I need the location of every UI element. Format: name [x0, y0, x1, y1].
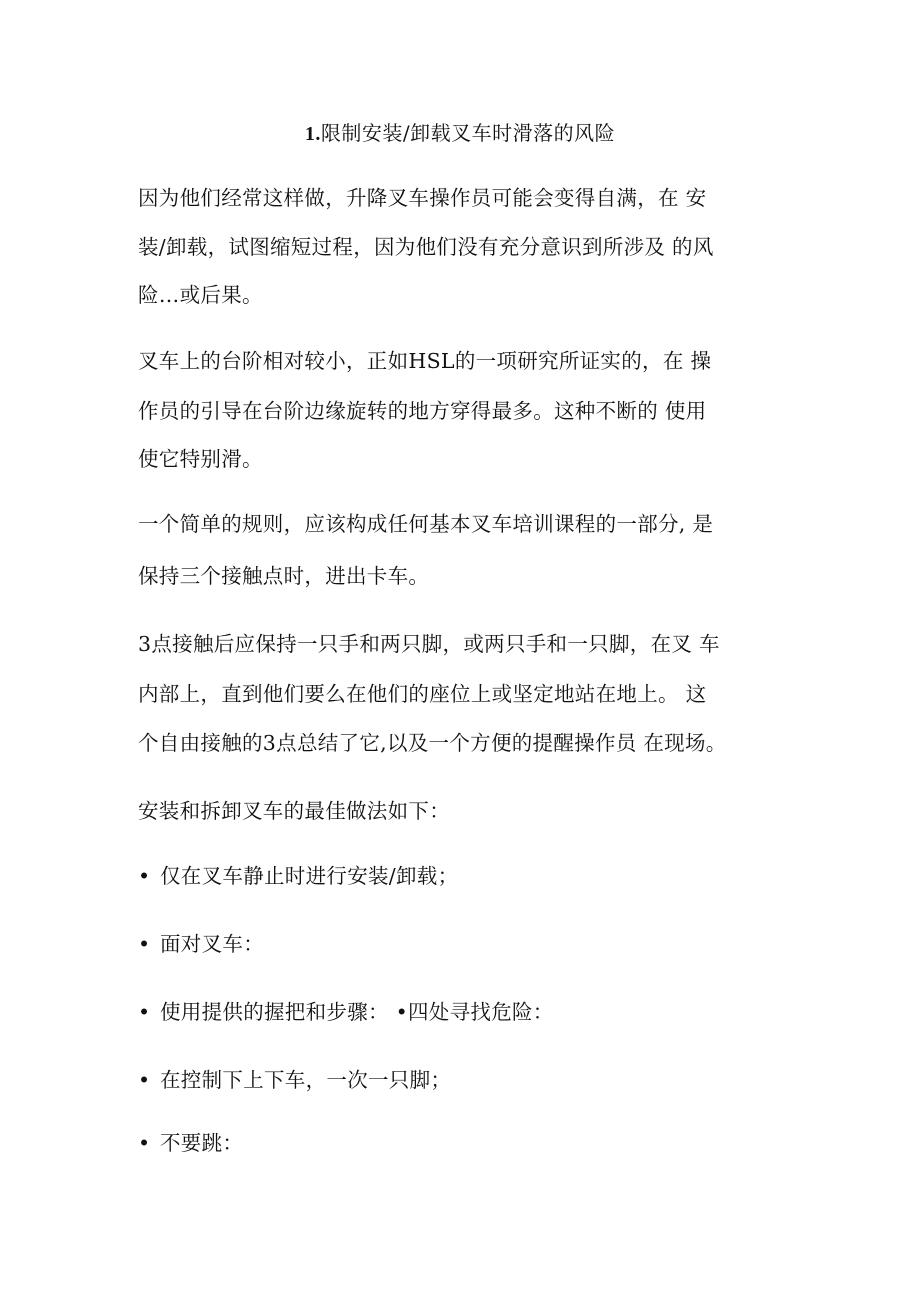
- section-title: [0, 118, 920, 149]
- bullet-symbol: •: [138, 1068, 151, 1092]
- paragraph-1-line-2: 装/卸载，试图缩短过程，因为他们没有充分意识到所涉及 的风: [138, 235, 714, 259]
- bullet-item: [138, 1128, 243, 1158]
- paragraph-3-line-2: 保持三个接触点时，进出卡车。: [138, 564, 430, 588]
- bullet-symbol: •: [138, 932, 151, 956]
- paragraph-2-line-1: 叉车上的台阶相对较小，正如HSL的一项研究所证实的，在 操: [138, 349, 712, 373]
- bullet-text: 仅在叉车静止时进行安装/卸载；: [160, 864, 459, 888]
- best-practice-intro: 安装和拆卸叉车的最佳做法如下：: [138, 799, 450, 823]
- bullet-item: [138, 1065, 451, 1095]
- bullet-symbol: •: [138, 864, 151, 888]
- paragraph-4-line-3: 个自由接触的3点总结了它,以及一个方便的提醒操作员 在现场。: [138, 731, 727, 755]
- bullet-symbol: •: [138, 1131, 151, 1155]
- paragraph-4-line-2: 内部上，直到他们要么在他们的座位上或坚定地站在地上。 这: [138, 682, 707, 706]
- bullet-item: [138, 929, 264, 959]
- bullet-symbol: •: [138, 1000, 151, 1024]
- bullet-text: 面对叉车：: [160, 932, 264, 956]
- paragraph-1-line-1: 因为他们经常这样做，升降叉车操作员可能会变得自满，在 安: [138, 186, 707, 210]
- section-number: 1.: [304, 123, 321, 145]
- section-title-text: 限制安装/卸载叉车时滑落的风险: [320, 121, 616, 145]
- paragraph-2-line-3: 使它特别滑。: [138, 447, 263, 471]
- bullet-text: 在控制下上下车，一次一只脚；: [160, 1068, 452, 1092]
- bullet-item: [138, 861, 458, 891]
- bullet-text: 不要跳：: [160, 1131, 244, 1155]
- paragraph-3-line-1: 一个简单的规则，应该构成任何基本叉车培训课程的一部分, 是: [138, 512, 714, 536]
- bullet-text: 使用提供的握把和步骤： •四处寻找危险：: [160, 1000, 554, 1024]
- paragraph-1-line-3: 险…或后果。: [138, 283, 263, 307]
- paragraph-2-line-2: 作员的引导在台阶边缘旋转的地方穿得最多。这种不断的 使用: [138, 399, 707, 423]
- paragraph-4-line-1: 3点接触后应保持一只手和两只脚，或两只手和一只脚，在叉 车: [138, 632, 720, 656]
- bullet-item: [138, 997, 554, 1027]
